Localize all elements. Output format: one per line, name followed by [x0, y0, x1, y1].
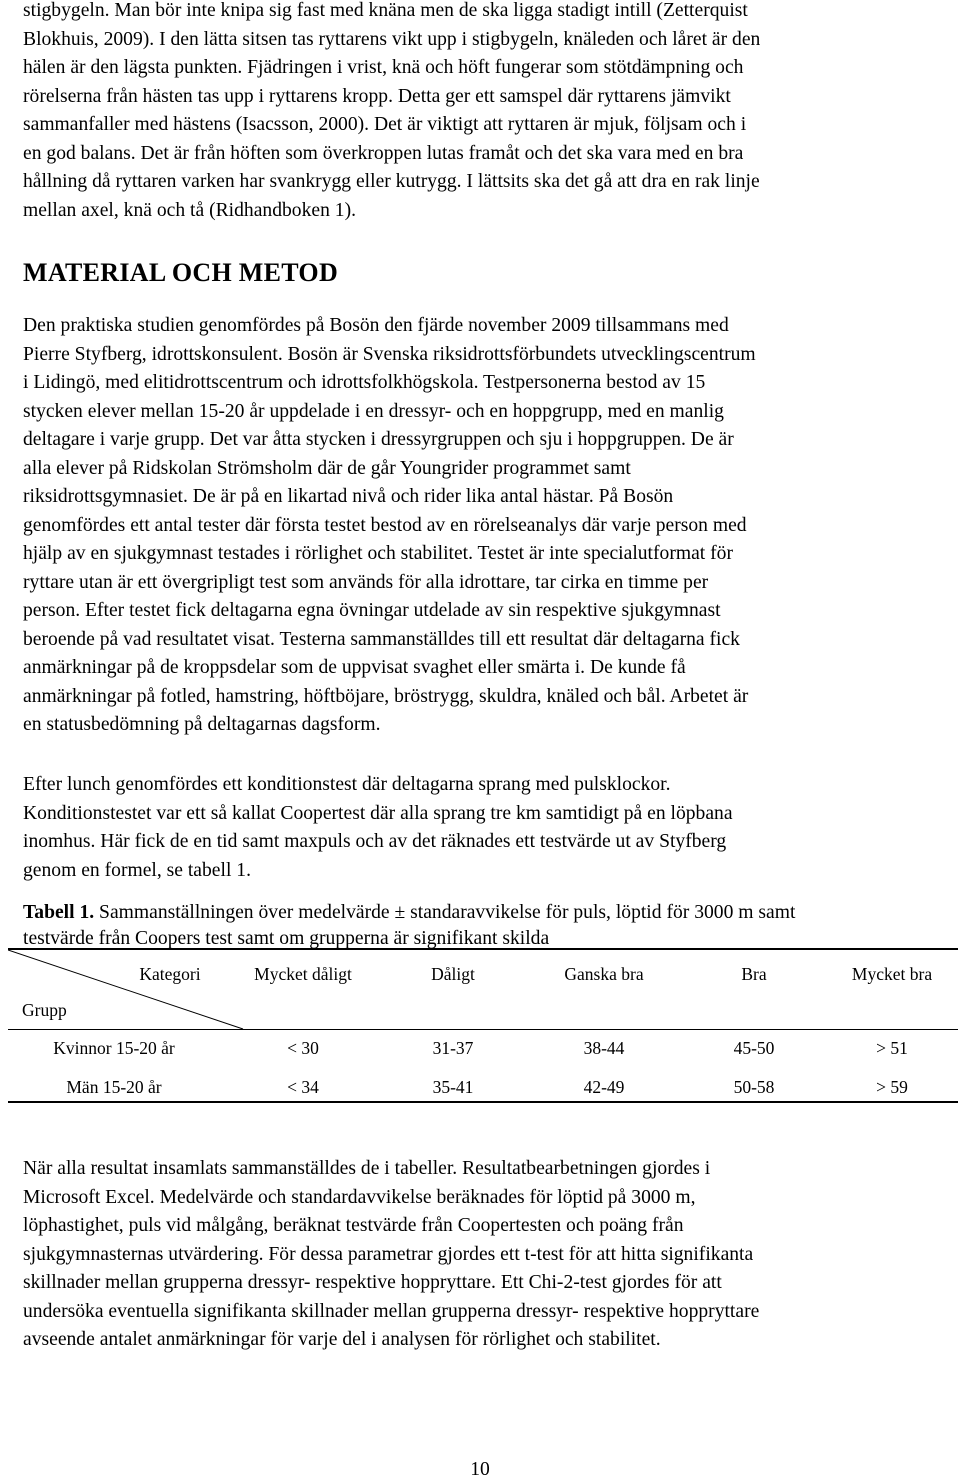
- corner-category-label: Kategori: [139, 964, 201, 984]
- row-group-label: Män 15-20 år: [66, 1077, 162, 1097]
- text-line: hållning då ryttaren varken har svankrygg eller kutrygg. I lättsits ska det gå att dra en rak linje: [23, 171, 760, 192]
- text-line: Efter lunch genomfördes ett konditionstest där deltagarna sprang med pulsklockor.: [23, 774, 671, 795]
- column-header: Mycket dåligt: [254, 964, 352, 984]
- table-bottom-rule: [8, 1101, 958, 1103]
- text-line: i Lidingö, med elitidrottscentrum och idrottsfolkhögskola. Testpersonerna bestod av 15: [23, 372, 706, 393]
- corner-group-label: Grupp: [22, 1000, 67, 1020]
- text-line: ryttare utan är ett övergripligt test som används för alla idrottare, tar cirka en timme per: [23, 571, 709, 593]
- caption-line: testvärde från Coopers test samt om grupperna är signifikant skilda: [23, 928, 550, 949]
- column-header: Bra: [741, 964, 767, 984]
- column-header: Mycket bra: [851, 964, 933, 984]
- row-group-label: Kvinnor 15-20 år: [53, 1038, 175, 1058]
- text-line: riksidrottsgymnasiet. De är på en likartad nivå och rider lika antal hästar. På Bosön: [23, 486, 674, 507]
- text-line: Microsoft Excel. Medelvärde och standardavvikelse beräknades för löptid på 3000 m,: [23, 1186, 696, 1208]
- caption-label: Tabell 1.: [23, 902, 95, 923]
- text-line: undersöka eventuella signifikanta skillnader mellan grupperna dressyr- respektive hoppryttare: [23, 1300, 760, 1322]
- text-line: sammanfaller med hästens (Isacsson, 2000). Det är viktigt att ryttaren är mjuk, följsam och i: [23, 114, 747, 135]
- text-line: deltagare i varje grupp. Det var åtta stycken i dressyrgruppen och sju i hoppgruppen. De är: [23, 429, 734, 450]
- table-cell: < 34: [287, 1077, 319, 1097]
- text-line: alla elever på Ridskolan Strömsholm där de går Youngrider programmet samt: [23, 457, 631, 479]
- table-cell: 42-49: [583, 1077, 625, 1097]
- caption-text: Sammanställningen över medelvärde ± standaravvikelse för puls, löptid för 3000 m samt: [94, 902, 796, 923]
- text-line: hjälp av en sjukgymnast testades i rörlighet och stabilitet. Testet är inte specialutformat för: [23, 543, 733, 564]
- page-number: 10: [470, 1459, 490, 1480]
- text-line: genomfördes ett antal tester där första testet bestod av en rörelseanalys där varje person med: [23, 514, 747, 536]
- text-line: inomhus. Här fick de en tid samt maxpuls och av det räknades ett testvärde ut av Styfberg: [23, 831, 727, 852]
- text-line: rörelserna från hästen tas upp i ryttarens kropp. Detta ger ett samspel där ryttarens jämvikt: [23, 85, 731, 107]
- text-line: hälen är den lägsta punkten. Fjädringen i vrist, knä och höft fungerar som stötdämpning och: [23, 57, 744, 78]
- text-line: stigbygeln. Man bör inte knipa sig fast med knäna men de ska ligga stadigt intill (Zetterquist: [23, 0, 748, 21]
- table-cell: < 30: [287, 1038, 319, 1058]
- caption-line: [23, 900, 795, 926]
- text-line: Pierre Styfberg, idrottskonsulent. Bosön är Svenska riksidrottsförbundets utvecklingscentrum: [23, 343, 756, 365]
- text-line: genom en formel, se tabell 1.: [23, 859, 251, 881]
- text-line: person. Efter testet fick deltagarna egna övningar utdelade av sin respektive sjukgymnast: [23, 600, 721, 621]
- results-paragraph: [23, 1155, 943, 1355]
- text-line: löphastighet, puls vid målgång, beräknat testvärde från Coopertesten och poäng från: [23, 1215, 684, 1236]
- column-header: Dåligt: [431, 964, 475, 984]
- results-table: [8, 948, 958, 1104]
- section-heading: MATERIAL OCH METOD: [23, 258, 339, 287]
- text-line: sjukgymnasternas utvärdering. För dessa parametrar gjordes ett t-test för att hitta signifikanta: [23, 1243, 754, 1265]
- method-paragraph: [23, 312, 943, 740]
- column-header: Ganska bra: [564, 964, 644, 984]
- text-line: Blokhuis, 2009). I den lätta sitsen tas ryttarens vikt upp i stigbygeln, knäleden och låret är den: [23, 28, 761, 50]
- table-cell: 38-44: [583, 1038, 625, 1058]
- table-caption: [23, 900, 795, 952]
- lunch-paragraph: [23, 771, 943, 885]
- table-header-rule: [8, 1029, 958, 1030]
- text-line: Den praktiska studien genomfördes på Bosön den fjärde november 2009 tillsammans med: [23, 315, 729, 336]
- table-cell: 31-37: [432, 1038, 474, 1058]
- text-line: avseende antalet anmärkningar för varje del i analysen för rörlighet och stabilitet.: [23, 1329, 661, 1350]
- text-line: stycken elever mellan 15-20 år uppdelade i en dressyr- och en hoppgrupp, med en manlig: [23, 400, 724, 422]
- table-cell: 45-50: [733, 1038, 775, 1058]
- text-line: anmärkningar på fotled, hamstring, höftböjare, bröstrygg, skuldra, knäled och bål. Arbetet är: [23, 685, 749, 707]
- table-cell: 50-58: [733, 1077, 775, 1097]
- text-line: anmärkningar på de kroppsdelar som de uppvisat svaghet eller smärta i. De kunde få: [23, 657, 686, 678]
- text-line: en statusbedömning på deltagarnas dagsform.: [23, 714, 381, 735]
- text-line: När alla resultat insamlats sammanställdes de i tabeller. Resultatbearbetningen gjordes i: [23, 1158, 711, 1179]
- intro-paragraph: [23, 0, 943, 225]
- text-line: beroende på vad resultatet visat. Testerna sammanställdes till ett resultat där deltagarna fick: [23, 628, 740, 650]
- table-cell: > 59: [876, 1077, 908, 1097]
- text-line: Konditionstestet var ett så kallat Coopertest där alla sprang tre km samtidigt på en löpbana: [23, 802, 733, 824]
- text-line: en god balans. Det är från höften som överkroppen lutas framåt och det ska vara med en bra: [23, 142, 744, 164]
- text-line: mellan axel, knä och tå (Ridhandboken 1).: [23, 199, 356, 221]
- table-cell: > 51: [876, 1038, 908, 1058]
- table-cell: 35-41: [432, 1077, 474, 1097]
- text-line: skillnader mellan grupperna dressyr- respektive hoppryttare. Ett Chi-2-test gjordes för att: [23, 1272, 722, 1293]
